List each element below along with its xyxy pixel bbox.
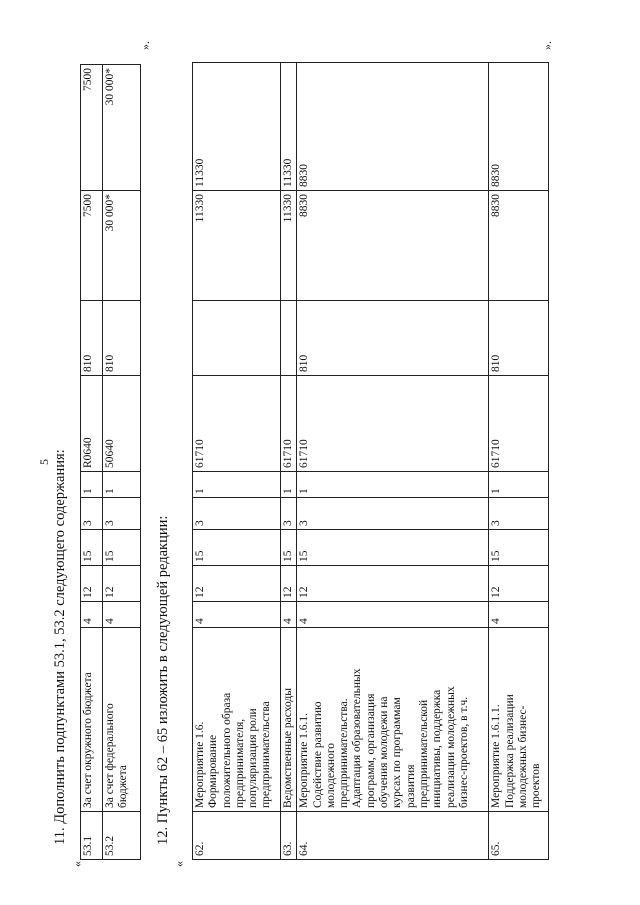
row-name-line: обучения молодежи на	[378, 696, 391, 808]
row-name-line: реализации молодежных	[444, 686, 457, 808]
table-row	[193, 63, 281, 860]
row-name: За счет окружного бюджета	[81, 628, 103, 812]
cell: 61710	[297, 376, 489, 472]
cell: 61710	[489, 376, 549, 472]
table-row	[489, 63, 549, 860]
cell: 8830	[297, 191, 489, 301]
row-name-line: Мероприятие 1.6.	[194, 721, 206, 808]
row-name-line: Содействие развитию	[311, 701, 324, 808]
row-number: 53.2	[103, 812, 141, 860]
cell: 15	[489, 530, 549, 566]
cell: 810	[81, 301, 103, 376]
cell: 1	[281, 472, 297, 498]
cell: 7500	[81, 65, 103, 191]
cell: 1	[193, 472, 281, 498]
cell: 50640	[103, 376, 141, 472]
cell: 15	[103, 530, 141, 566]
row-name-line: программ, организация	[364, 693, 377, 808]
table-row	[81, 65, 103, 860]
cell: 15	[281, 530, 297, 566]
cell: 11330	[281, 191, 297, 301]
cell: 30 000*	[103, 191, 141, 301]
cell: 3	[193, 498, 281, 530]
row-name-line: Ведомственные расходы	[282, 687, 294, 808]
row-number: 62.	[193, 812, 281, 860]
cell: 3	[281, 498, 297, 530]
row-name-line: молодежного	[324, 742, 337, 808]
row-name-line: предпринимателя,	[233, 718, 246, 808]
open-quote-11: «	[70, 861, 84, 867]
cell: 1	[81, 472, 103, 498]
table-62-65	[192, 62, 549, 860]
cell: 4	[489, 602, 549, 628]
cell: 11330	[281, 63, 297, 191]
row-name	[297, 628, 489, 812]
cell: 61710	[193, 376, 281, 472]
row-name-line: развития	[404, 764, 417, 808]
row-name-line: Поддержка реализации	[503, 694, 516, 808]
cell: 810	[297, 301, 489, 376]
cell: R0640	[81, 376, 103, 472]
row-name-line: бюджета	[117, 765, 130, 808]
cell: 3	[489, 498, 549, 530]
cell: 15	[193, 530, 281, 566]
cell: 15	[81, 530, 103, 566]
cell: 3	[297, 498, 489, 530]
cell: 7500	[81, 191, 103, 301]
row-name	[193, 628, 281, 812]
cell: 8830	[489, 63, 549, 191]
table-row	[281, 63, 297, 860]
row-number: 65.	[489, 812, 549, 860]
cell: 8830	[297, 63, 489, 191]
cell: 4	[81, 602, 103, 628]
row-name	[281, 628, 297, 812]
row-name-line: популяризация роли	[247, 708, 260, 808]
row-name-line: бизнес-проектов, в т.ч.	[457, 696, 470, 808]
cell	[193, 301, 281, 376]
cell: 12	[297, 566, 489, 602]
row-name-line: проектов	[530, 763, 543, 808]
row-name-line: инициативы, поддержка	[431, 689, 444, 808]
row-name-line: Формирование	[207, 734, 220, 808]
row-name-line: Адаптация образовательных	[351, 668, 364, 808]
cell: 61710	[281, 376, 297, 472]
cell: 810	[489, 301, 549, 376]
row-name-line: предпринимательства	[260, 701, 273, 808]
page-number: 5	[37, 459, 51, 465]
close-quote-12: ».	[540, 41, 554, 50]
row-name-line: курсах по программам	[391, 697, 404, 808]
section-12-heading: 12. Пункты 62 – 65 изложить в следующей редакции:	[155, 515, 171, 845]
cell: 12	[81, 566, 103, 602]
cell: 11330	[193, 63, 281, 191]
cell: 810	[103, 301, 141, 376]
table-row	[297, 63, 489, 860]
row-name	[489, 628, 549, 812]
cell: 1	[489, 472, 549, 498]
row-name-line: предпринимательства.	[338, 698, 351, 808]
row-name	[103, 628, 141, 812]
row-number: 64.	[297, 812, 489, 860]
cell	[281, 301, 297, 376]
row-name-line: Мероприятие 1.6.1.	[298, 712, 311, 808]
row-name-line: положительного образа	[220, 692, 233, 808]
cell: 4	[193, 602, 281, 628]
cell: 12	[103, 566, 141, 602]
table-53	[80, 64, 141, 860]
cell: 1	[297, 472, 489, 498]
row-number: 53.1	[81, 812, 103, 860]
cell: 3	[81, 498, 103, 530]
cell: 30 000*	[103, 65, 141, 191]
cell: 12	[489, 566, 549, 602]
cell: 3	[103, 498, 141, 530]
row-name-line: Мероприятие 1.6.1.1.	[490, 704, 503, 808]
cell: 12	[193, 566, 281, 602]
close-quote-11: ».	[138, 41, 152, 50]
cell: 1	[103, 472, 141, 498]
cell: 8830	[489, 191, 549, 301]
cell: 12	[281, 566, 297, 602]
cell: 4	[281, 602, 297, 628]
cell: 11330	[193, 191, 281, 301]
cell: 4	[103, 602, 141, 628]
row-number: 63.	[281, 812, 297, 860]
row-name-line: За счет федерального	[104, 703, 116, 808]
row-name-line: предпринимательской	[417, 699, 430, 808]
row-name-line: молодежных бизнес-	[516, 705, 529, 808]
open-quote-12: «	[172, 861, 186, 867]
cell: 15	[297, 530, 489, 566]
table-row	[103, 65, 141, 860]
cell: 4	[297, 602, 489, 628]
section-11-heading: 11. Дополнить подпунктами 53.1, 53.2 следующего содержания:	[52, 449, 68, 845]
